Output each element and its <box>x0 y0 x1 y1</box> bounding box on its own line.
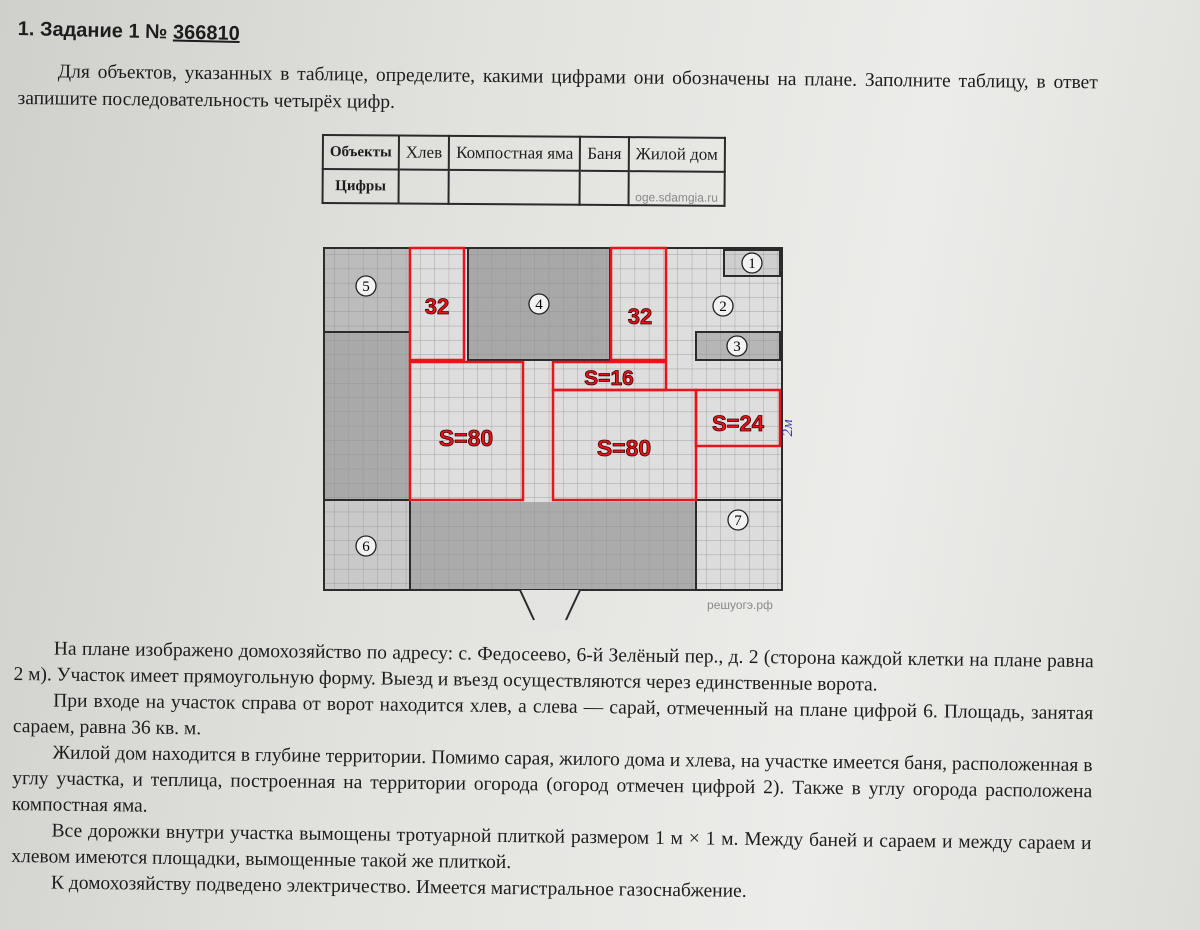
objects-header: Объекты <box>323 135 399 170</box>
annotation-s80-right: S=80 <box>596 435 652 461</box>
label-2: 2 <box>719 299 727 315</box>
label-7: 7 <box>734 513 742 529</box>
annotation-32-left: 32 <box>424 294 450 319</box>
site-plan <box>320 240 800 630</box>
label-7-icon <box>728 510 748 530</box>
label-3: 3 <box>733 339 741 355</box>
label-2-icon <box>713 296 733 316</box>
label-5: 5 <box>362 279 370 295</box>
label-5-icon <box>356 276 376 296</box>
digit-cell-compost[interactable] <box>449 170 580 205</box>
label-3-icon <box>727 336 747 356</box>
task-title <box>17 18 240 46</box>
label-6: 6 <box>362 539 370 555</box>
task-description <box>11 636 1094 909</box>
answer-table <box>322 134 727 207</box>
plan-watermark: решуогэ.рф <box>707 598 773 612</box>
task-intro: Для объектов, указанных в таблице, определите, какими цифрами они обозначены на плане. Заполните таблицу, в ответ запишите последовательность четырёх цифр. <box>17 61 1098 113</box>
label-1-icon <box>742 253 762 273</box>
object-cell-banya: Баня <box>580 137 628 171</box>
task-number-link[interactable]: 366810 <box>172 21 241 46</box>
object-cell-khlev: Хлев <box>399 136 450 170</box>
object-cell-compost: Компостная яма <box>449 136 580 171</box>
paragraph-4: Все дорожки внутри участка вымощены тротуарной плиткой размером 1 м × 1 м. Между баней и сараем и между сараем и хлевом имеются площадки, вымощенные такой же плиткой. <box>11 820 1092 874</box>
paragraph-3: Жилой дом находится в глубине территории. Помимо сарая, жилого дома и хлева, на участке имеется баня, расположенная в углу участка, и теплица, построенная на территории огорода (огород отмечен цифрой 2). Также в углу огорода расположена компостная яма. <box>11 742 1093 817</box>
gate <box>520 590 580 630</box>
table-watermark: oge.sdamgia.ru <box>635 190 718 205</box>
annotation-32-right: 32 <box>627 304 653 329</box>
digit-cell-house[interactable] <box>628 171 725 206</box>
label-1: 1 <box>748 256 756 272</box>
label-4: 4 <box>535 297 543 313</box>
site-plan-svg <box>320 240 800 630</box>
digit-cell-banya[interactable] <box>580 171 628 205</box>
label-4-icon <box>529 294 549 314</box>
digits-header: Цифры <box>323 169 399 204</box>
label-6-icon <box>356 536 376 556</box>
paragraph-2: При входе на участок справа от ворот находится хлев, а слева — сарай, отмеченный на плане цифрой 6. Площадь, занятая сараем, равна 36 кв. м. <box>12 690 1094 740</box>
paragraph-1: На плане изображено домохозяйство по адресу: с. Федосеево, 6-й Зелёный пер., д. 2 (сторона каждой клетки на плане равна 2 м). Участок имеет прямоугольную форму. Выезд и въезд осуществляются через единственные ворота. <box>13 638 1094 696</box>
task-title-label: 1. Задание 1 № <box>17 18 168 44</box>
annotation-s16: S=16 <box>584 367 634 390</box>
annotation-s80-left: S=80 <box>438 425 494 451</box>
paragraph-5: К домохозяйству подведено электричество. Имеется магистральное газоснабжение. <box>50 872 747 902</box>
annotation-s24: S=24 <box>712 411 764 436</box>
digit-cell-khlev[interactable] <box>398 170 449 204</box>
handwritten-note: 2м <box>780 419 796 437</box>
object-cell-house: Жилой дом <box>628 137 725 172</box>
